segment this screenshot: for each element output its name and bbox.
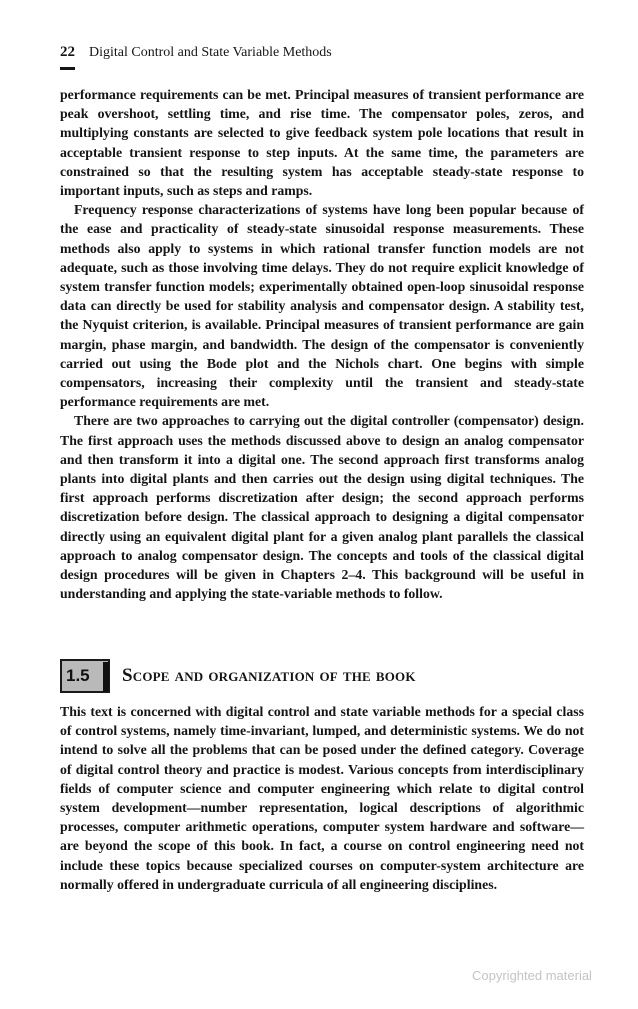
- section-number: 1.5: [66, 666, 90, 685]
- section-number-badge: [60, 659, 110, 693]
- copyright-watermark: Copyrighted material: [472, 968, 592, 983]
- page-number-rule: [60, 67, 75, 70]
- section-heading: [60, 659, 416, 693]
- paragraph: This text is concerned with digital control and state variable methods for a special class of control systems, namely time-invariant, lumped, and deterministic systems. We do not intend to solve all the problems that can be posed under the defined category. Coverage of digital control theory and practice is modest. Various concepts from interdisciplinary fields of computer science and computer engineering which relate to digital control system development—number representation, logical descriptions of algorithmic processes, computer arithmetic operations, computer system hardware and software—are beyond the scope of this book. In fact, a course on control engineering need not include these topics because specialized courses on computer-system architecture are normally offered in undergraduate curricula of all engineering disciplines.: [60, 704, 584, 892]
- body-text-top: [60, 85, 584, 603]
- section-title: Scope and organization of the book: [122, 665, 416, 686]
- running-title: Digital Control and State Variable Methods: [89, 45, 332, 60]
- page-number-text: 22: [60, 44, 75, 60]
- section-badge-bar: [103, 662, 109, 692]
- page-number: [60, 44, 75, 70]
- paragraph: There are two approaches to carrying out the digital controller (compensator) design. The first approach uses the methods discussed above to design an analog compensator and then transform it into a digital one. The second approach first transforms analog plants into digital plants and then carries out the design using digital techniques. The first approach performs discretization after design; the second approach performs discretization before design. The classical approach to designing a digital compensator directly using an equivalent digital plant for a given analog plant parallels the classical approach to analog compensator design. The concepts and tools of the classical digital design procedures will be given in Chapters 2–4. This background will be useful in understanding and applying the state-variable methods to follow.: [60, 413, 584, 602]
- page-header: [60, 44, 332, 70]
- paragraph: performance requirements can be met. Principal measures of transient performance are peak overshoot, settling time, and rise time. The compensator poles, zeros, and multiplying constants are selected to give feedback system pole locations that result in acceptable transient response to step inputs. At the same time, the parameters are constrained so that the resulting system has acceptable steady-state response to important inputs, such as steps and ramps.: [60, 87, 584, 199]
- paragraph: Frequency response characterizations of systems have long been popular because of the ease and practicality of steady-state sinusoidal response measurements. These methods also apply to systems in which rational transfer function models are not adequate, such as those involving time delays. They do not require explicit knowledge of system transfer function models; experimentally obtained open-loop sinusoidal response data can directly be used for stability analysis and compensator design. A stability test, the Nyquist criterion, is available. Principal measures of transient performance are gain margin, phase margin, and bandwidth. The design of the compensator is conveniently carried out using the Bode plot and the Nichols chart. One begins with simple compensators, increasing their complexity until the transient and steady-state performance requirements are met.: [60, 202, 584, 410]
- body-text-bottom: [60, 702, 584, 894]
